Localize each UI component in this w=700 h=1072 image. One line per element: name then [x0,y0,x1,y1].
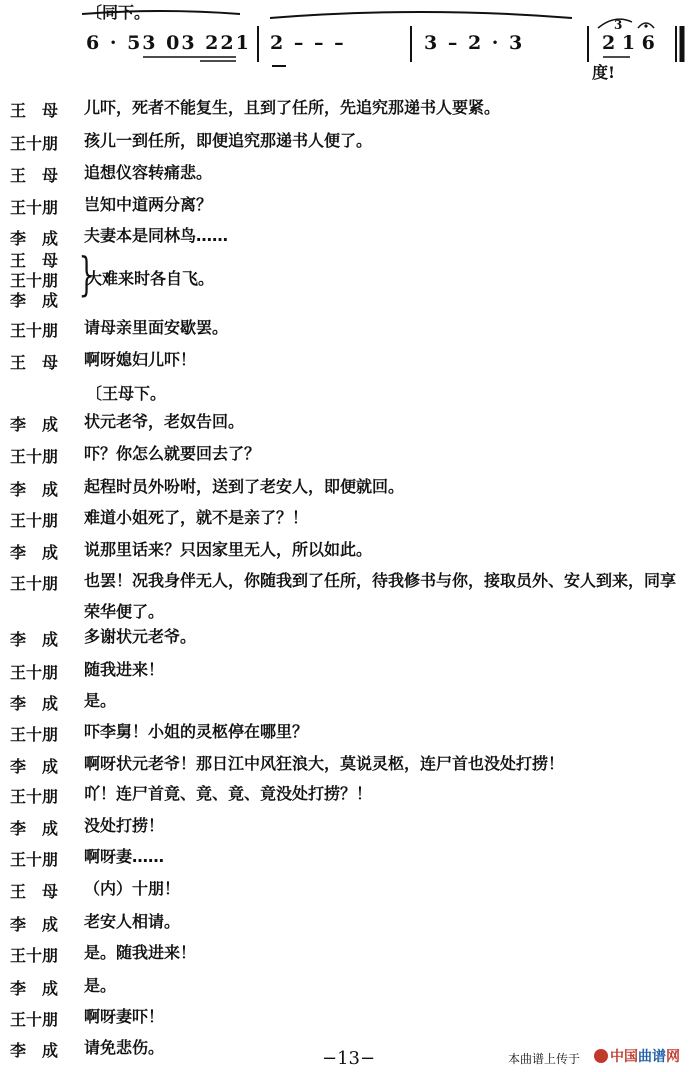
dialogue-line [0,912,700,940]
speech-text: 大难来时各自飞。 [86,269,215,288]
speech-text: 说那里话来？只因家里无人，所以如此。 [84,540,373,559]
logo-text-mid: 曲谱 [638,1049,666,1065]
speech-text: 吓？你怎么就要回去了？ [84,444,261,463]
speech-text: 啊呀媳妇儿吓！ [84,350,197,369]
dialogue-line [0,98,700,126]
speech-text: （内）十朋！ [84,879,181,898]
upload-credit: 本曲谱上传于 [508,1052,581,1066]
speaker-name: 王十朋 [10,134,59,153]
speech-text: 夫妻本是同林鸟…… [84,226,229,245]
group-speech [10,248,310,310]
speech-text: 岂知中道两分离？ [84,195,213,214]
speech-text: 没处打捞！ [84,816,165,835]
dialogue-line [0,847,700,875]
speech-text: 吓李舅！小姐的灵柩停在哪里？ [84,722,309,741]
stage-direction: 〔同下。 [86,3,151,22]
logo-text-right: 网 [666,1049,680,1065]
speaker-name: 王十朋 [10,574,59,593]
speech-text: 请免悲伤。 [84,1038,165,1057]
dialogue-line [0,571,700,621]
speaker-name: 王 母 [10,353,59,372]
speaker-name: 李 成 [10,915,59,934]
speech-text: 吖！连尸首竟、竟、竟、竟没处打捞？！ [84,784,373,803]
dialogue-line [0,350,700,378]
dialogue-line [0,722,700,750]
dialogue-line [0,976,700,1004]
dialogue-line [0,508,700,536]
dialogue-line [0,1007,700,1035]
speaker-name: 王十朋 [10,321,59,340]
speech-text: 啊呀状元老爷！那日江中风狂浪大，莫说灵柩，连尸首也没处打捞！ [84,754,565,773]
speaker-name: 李 成 [10,229,59,248]
stage-direction: 〔王母下。 [86,384,167,403]
speaker-name: 王十朋 [10,663,59,682]
speech-text: 请母亲里面安歇罢。 [84,318,229,337]
speaker-name: 王十朋 [10,946,59,965]
speaker-name: 李 成 [10,630,59,649]
speaker-name: 李 成 [10,480,59,499]
dialogue-line [0,540,700,568]
speaker-name: 王十朋 [10,787,59,806]
brace-glyph: } [78,247,95,301]
speaker-name: 李 成 [10,757,59,776]
logo-text-left: 中国 [610,1049,638,1065]
speech-text: 啊呀妻吓！ [84,1007,165,1026]
speaker-name: 王 母 [10,101,59,120]
speech-text: 状元老爷，老奴告回。 [84,412,245,431]
measure-4: 2 1 6 [602,32,655,54]
speech-text: 难道小姐死了，就不是亲了？！ [84,508,309,527]
speaker-name: 李 成 [10,415,59,434]
dialogue-line [0,627,700,655]
speech-text: 也罢！况我身伴无人，你随我到了任所，待我修书与你，接取员外、安人到来，同享荣华便了。 [84,571,677,621]
speech-text: 起程时员外吩咐，送到了老安人，即便就回。 [84,477,405,496]
measure-1: 6 · 53 03 221 [86,32,251,54]
speaker-name: 王十朋 [10,198,59,217]
speech-text: 孩儿一到任所，即便追究那递书人便了。 [84,131,373,150]
dialogue-line [0,477,700,505]
speech-text: 老安人相请。 [84,912,181,931]
dialogue-line [0,318,700,346]
dialogue-line [0,691,700,719]
speech-text: 追想仪容转痛悲。 [84,163,213,182]
dialogue-line [0,412,700,440]
speaker-name: 李 成 [10,1041,59,1060]
measure-2: 2 – – – [270,32,346,54]
logo-icon [594,1049,608,1063]
speech-text: 是。 [84,976,117,995]
speaker-name: 王 母 [10,882,59,901]
speaker-name: 王十朋 [10,1010,59,1029]
speaker-name: 王十朋 [10,850,59,869]
dialogue-line [0,444,700,472]
speaker-name: 王 母 [10,251,59,270]
dialogue-line [0,816,700,844]
dialogue-line [0,784,700,812]
speaker-name: 李 成 [10,819,59,838]
speaker-name: 王十朋 [10,725,59,744]
dialogue-line [0,879,700,907]
speaker-name: 王十朋 [10,271,59,290]
dialogue-line [0,195,700,223]
grace-note: 3 [614,18,623,32]
speaker-name: 李 成 [10,543,59,562]
speech-text: 儿吓，死者不能复生，且到了任所，先追究那递书人要紧。 [84,98,501,117]
dialogue-line [0,163,700,191]
measure-3: 3 – 2 · 3 [424,32,525,54]
speaker-name: 王 母 [10,166,59,185]
speech-text: 啊呀妻…… [84,847,165,866]
speech-text: 是。随我进来！ [84,943,197,962]
page-number: −13− [322,1048,376,1069]
dialogue-line [0,943,700,971]
dialogue-line [0,660,700,688]
speaker-name: 李 成 [10,694,59,713]
speech-text: 随我进来！ [84,660,165,679]
speech-text: 多谢状元老爷。 [84,627,197,646]
dialogue-line [0,131,700,159]
site-logo [594,1046,680,1066]
score-lyric: 度! [592,63,616,82]
speech-text: 是。 [84,691,117,710]
speaker-name: 王十朋 [10,511,59,530]
speaker-name: 李 成 [10,979,59,998]
speaker-name: 李 成 [10,291,59,310]
speaker-name: 王十朋 [10,447,59,466]
